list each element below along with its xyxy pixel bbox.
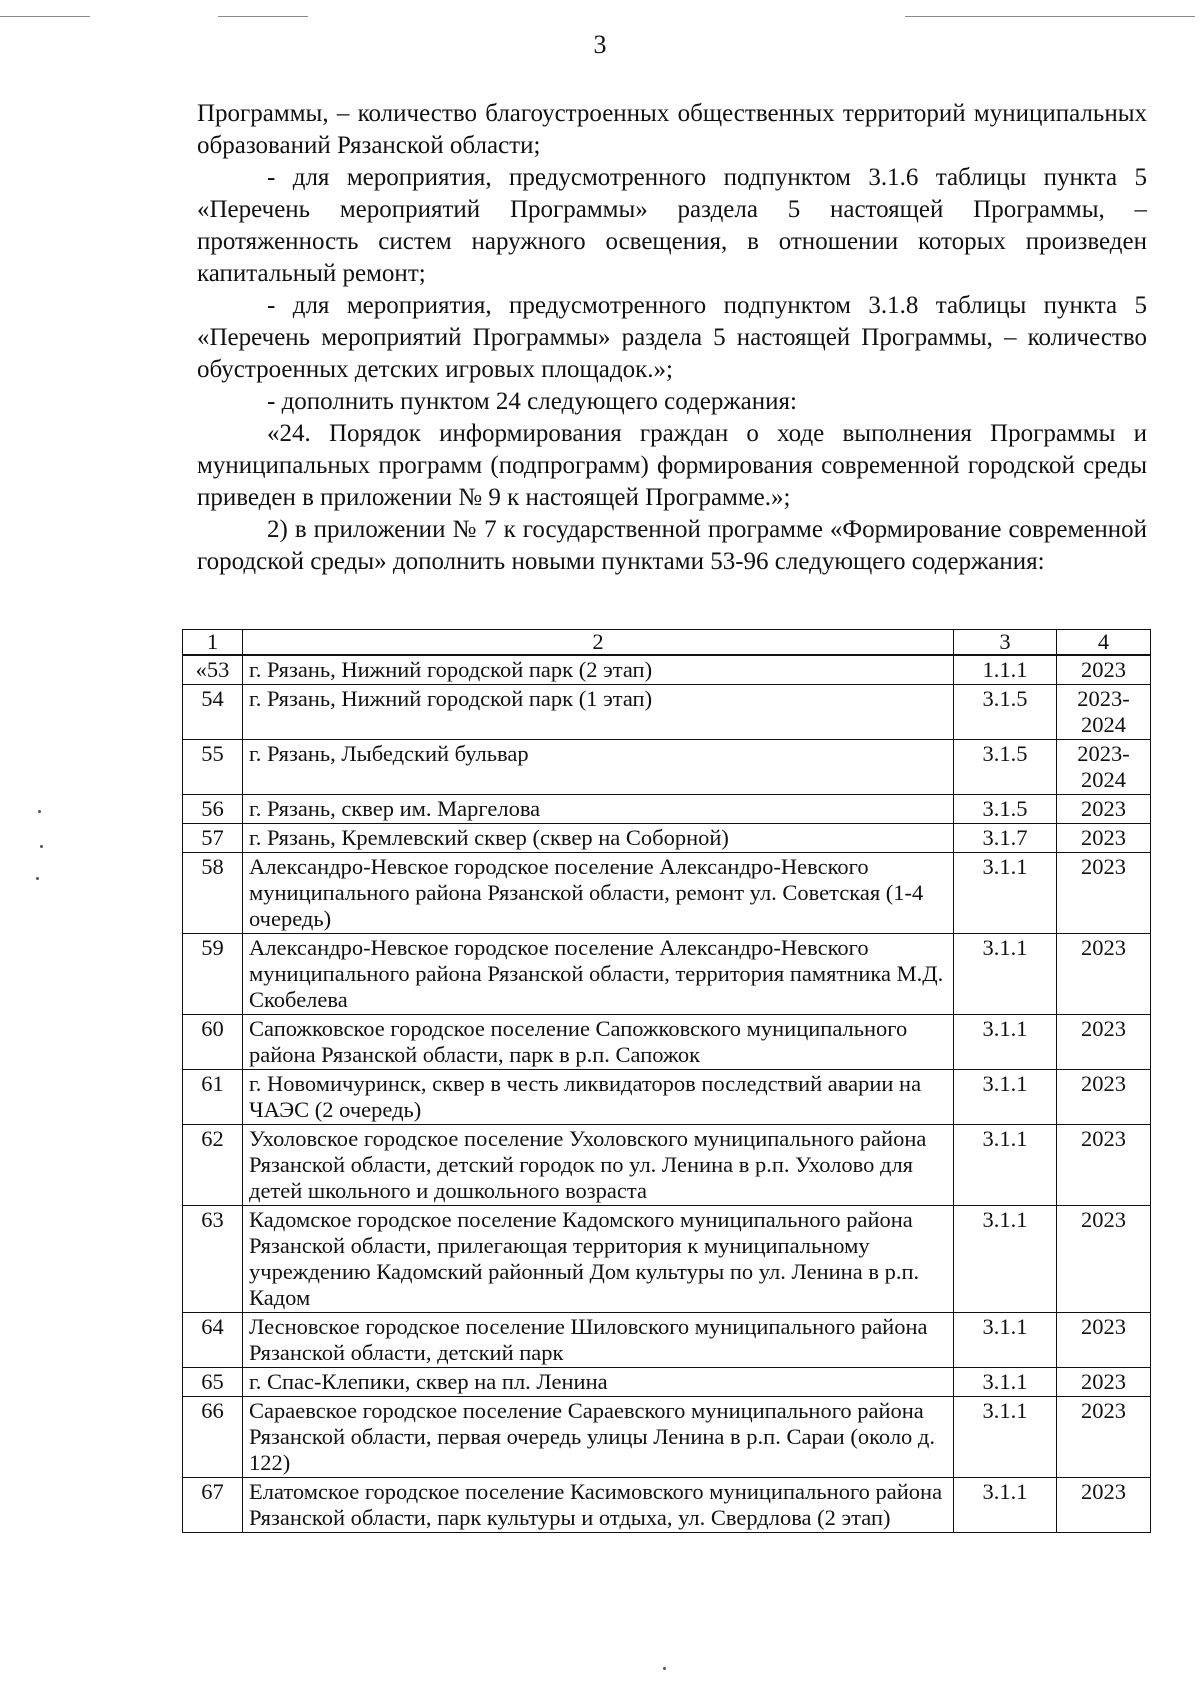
table-row [183,934,1151,1015]
object-name: г. Новомичуринск, сквер в честь ликвидаторов последствий аварии на ЧАЭС (2 очередь) [243,1070,954,1125]
row-number: 58 [183,853,243,934]
scan-speck [38,810,41,813]
row-number: 59 [183,934,243,1015]
table-row [183,1070,1151,1125]
table-row [183,655,1151,685]
table-row [183,1206,1151,1313]
column-header: 1 [183,630,243,656]
row-number: 62 [183,1125,243,1206]
row-number: 61 [183,1070,243,1125]
object-name: Александро-Невское городское поселение Александро-Невского муниципального района Рязанской области, территория памятника М.Д. Скобелева [243,934,954,1015]
program-point: 3.1.7 [954,824,1057,853]
scan-speck [663,1667,666,1670]
object-name: Елатомское городское поселение Касимовского муниципального района Рязанской области, парк культуры и отдыха, ул. Свердлова (2 этап) [243,1478,954,1533]
object-name: г. Рязань, Лыбедский бульвар [243,740,954,795]
table-row [183,740,1151,795]
table-row [183,685,1151,740]
year: 2023 [1057,1206,1151,1313]
object-name: Ухоловское городское поселение Ухоловского муниципального района Рязанской области, детский городок по ул. Ленина в р.п. Ухолово для детей школьного и дошкольного возраста [243,1125,954,1206]
program-point: 3.1.1 [954,1015,1057,1070]
object-name: Кадомское городское поселение Кадомского муниципального района Рязанской области, прилегающая территория к муниципальному учреждению Кадомский районный Дом культуры по ул. Ленина в р.п. Кадом [243,1206,954,1313]
object-name: Александро-Невское городское поселение Александро-Невского муниципального района Рязанской области, ремонт ул. Советская (1-4 очередь) [243,853,954,934]
object-name: Лесновское городское поселение Шиловского муниципального района Рязанской области, детский парк [243,1313,954,1368]
program-point: 3.1.1 [954,934,1057,1015]
table-row [183,1397,1151,1478]
table-row [183,853,1151,934]
table-row [183,824,1151,853]
program-point: 3.1.1 [954,1206,1057,1313]
year: 2023 [1057,824,1151,853]
program-point: 1.1.1 [954,655,1057,685]
scan-edge-line [218,16,308,17]
scan-edge-line [905,16,1195,17]
table-row [183,1125,1151,1206]
column-header: 2 [243,630,954,656]
object-name: г. Рязань, Нижний городской парк (2 этап) [243,655,954,685]
row-number: 57 [183,824,243,853]
table-row [183,1368,1151,1397]
table-row [183,1478,1151,1533]
row-number: 60 [183,1015,243,1070]
year: 2023 [1057,1478,1151,1533]
objects-table [182,629,1151,1533]
row-number: 55 [183,740,243,795]
column-header: 3 [954,630,1057,656]
table-row [183,1015,1151,1070]
column-header: 4 [1057,630,1151,656]
program-point: 3.1.1 [954,1368,1057,1397]
year: 2023-2024 [1057,740,1151,795]
program-point: 3.1.1 [954,1313,1057,1368]
paragraph: Программы, – количество благоустроенных общественных территорий муниципальных образований Рязанской области; [197,100,1147,159]
year: 2023-2024 [1057,685,1151,740]
program-point: 3.1.1 [954,1125,1057,1206]
object-name: г. Рязань, Кремлевский сквер (сквер на Соборной) [243,824,954,853]
object-name: Сапожковское городское поселение Сапожковского муниципального района Рязанской области, парк в р.п. Сапожок [243,1015,954,1070]
table-header-row [183,630,1151,656]
year: 2023 [1057,853,1151,934]
row-number: 65 [183,1368,243,1397]
year: 2023 [1057,795,1151,824]
row-number: «53 [183,655,243,685]
object-name: г. Спас-Клепики, сквер на пл. Ленина [243,1368,954,1397]
scan-speck [36,877,39,880]
year: 2023 [1057,934,1151,1015]
program-point: 3.1.5 [954,795,1057,824]
row-number: 67 [183,1478,243,1533]
year: 2023 [1057,1015,1151,1070]
row-number: 54 [183,685,243,740]
program-point: 3.1.5 [954,685,1057,740]
program-point: 3.1.1 [954,1070,1057,1125]
object-name: г. Рязань, Нижний городской парк (1 этап) [243,685,954,740]
page-number: 3 [593,30,607,59]
body-text [197,98,1147,578]
table-row [183,1313,1151,1368]
paragraph: «24. Порядок информирования граждан о ходе выполнения Программы и муниципальных программ (подпрограмм) формирования современной городской среды приведен в приложении № 9 к настоящей Программе.»; [197,420,1147,511]
row-number: 63 [183,1206,243,1313]
program-point: 3.1.1 [954,1478,1057,1533]
program-point: 3.1.5 [954,740,1057,795]
paragraph: - для мероприятия, предусмотренного подпунктом 3.1.8 таблицы пункта 5 «Перечень мероприятий Программы» раздела 5 настоящей Программы, – количество обустроенных детских игровых площадок.»; [197,292,1147,383]
year: 2023 [1057,1125,1151,1206]
scan-edge-line [0,16,90,17]
object-name: г. Рязань, сквер им. Маргелова [243,795,954,824]
paragraph: 2) в приложении № 7 к государственной программе «Формирование современной городской среды» дополнить новыми пунктами 53-96 следующего содержания: [197,516,1147,575]
row-number: 56 [183,795,243,824]
program-point: 3.1.1 [954,853,1057,934]
year: 2023 [1057,1368,1151,1397]
object-name: Сараевское городское поселение Сараевского муниципального района Рязанской области, первая очередь улицы Ленина в р.п. Сараи (около д. 122) [243,1397,954,1478]
year: 2023 [1057,1070,1151,1125]
scan-speck [40,845,43,848]
paragraph: - дополнить пунктом 24 следующего содержания: [267,388,797,415]
year: 2023 [1057,1397,1151,1478]
paragraph: - для мероприятия, предусмотренного подпунктом 3.1.6 таблицы пункта 5 «Перечень мероприятий Программы» раздела 5 настоящей Программы, – протяженность систем наружного освещения, в отношении которых произведен капитальный ремонт; [197,164,1147,287]
row-number: 64 [183,1313,243,1368]
program-point: 3.1.1 [954,1397,1057,1478]
year: 2023 [1057,655,1151,685]
table-row [183,795,1151,824]
row-number: 66 [183,1397,243,1478]
year: 2023 [1057,1313,1151,1368]
